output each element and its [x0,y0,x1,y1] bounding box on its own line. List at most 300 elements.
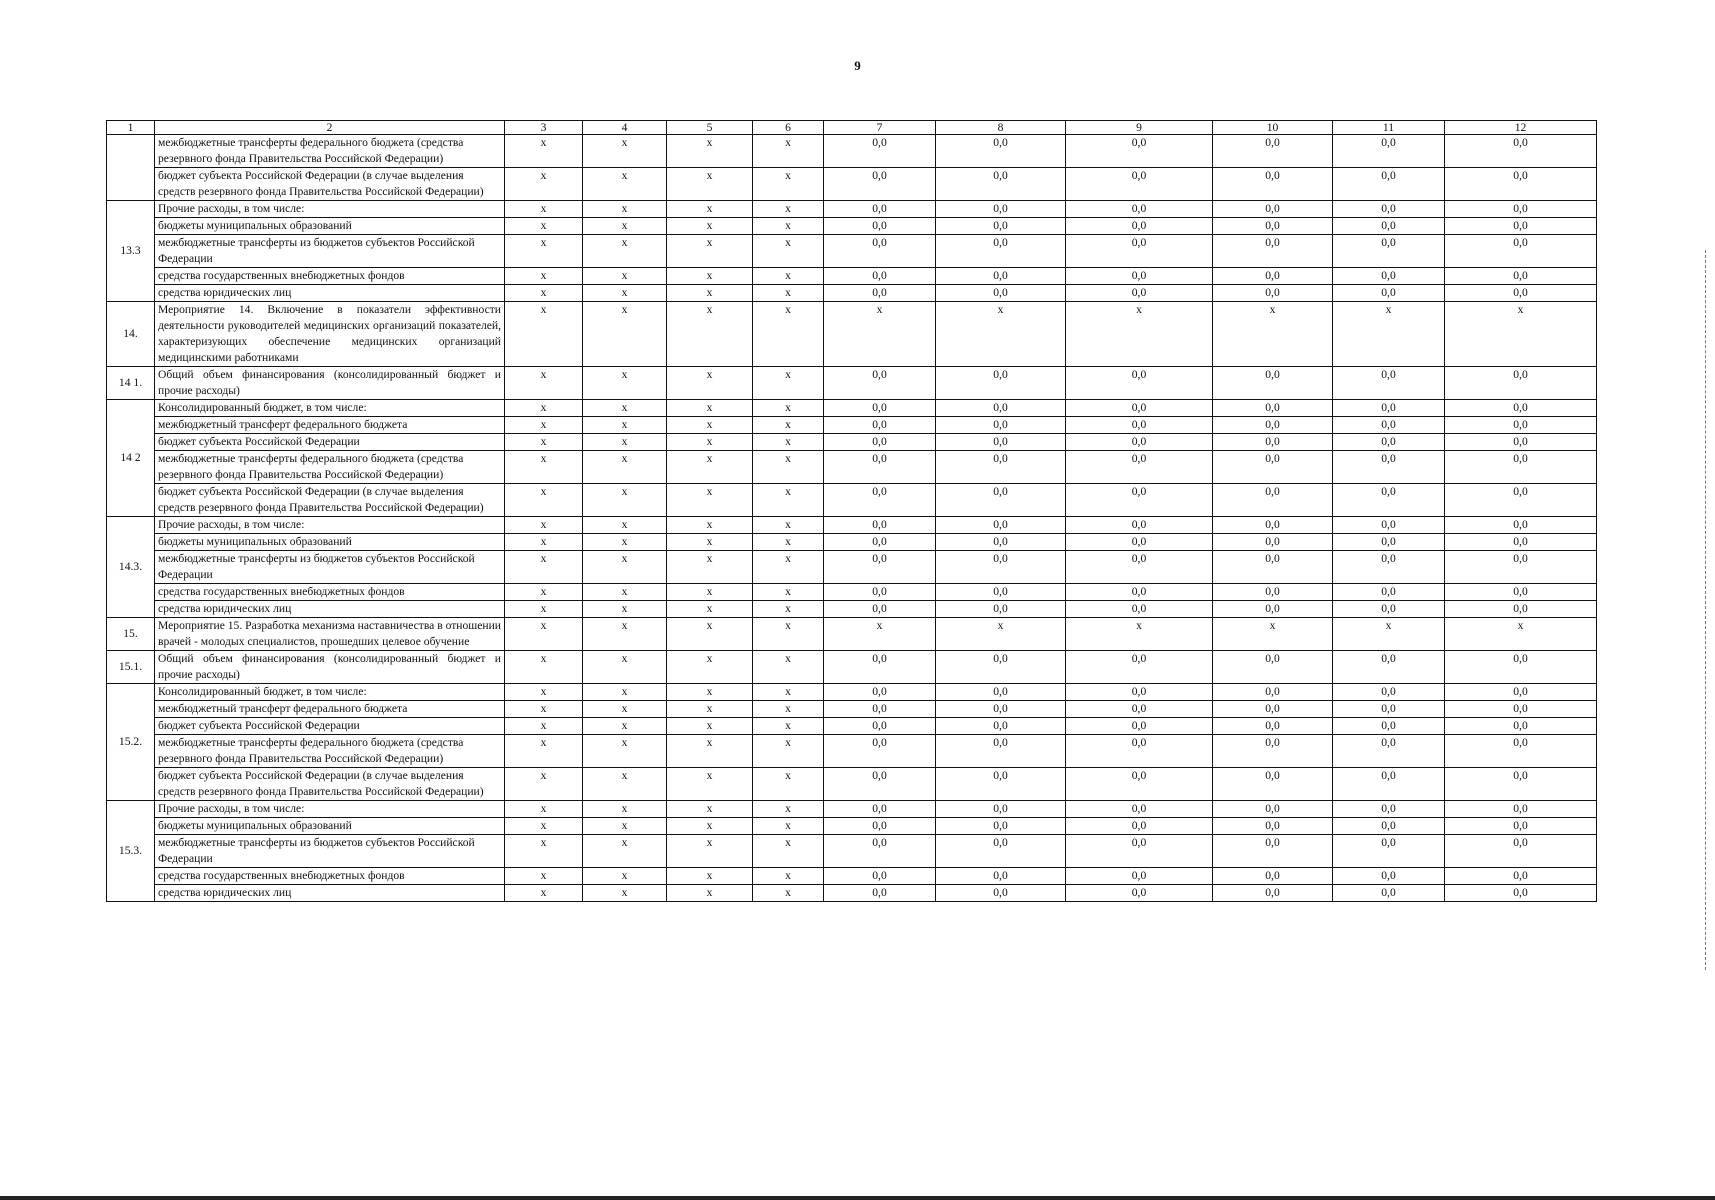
row-number: 14 2 [107,400,155,517]
value-cell: 0,0 [1333,601,1445,618]
value-cell: x [505,367,583,400]
value-cell: x [505,885,583,902]
value-cell: 0,0 [1066,735,1213,768]
value-cell: 0,0 [936,268,1066,285]
value-cell: 0,0 [1213,235,1333,268]
value-cell: 0,0 [1445,801,1597,818]
value-cell: x [667,651,753,684]
value-cell: 0,0 [936,684,1066,701]
value-cell: x [505,534,583,551]
value-cell: 0,0 [936,400,1066,417]
scan-bottom-edge [0,1196,1715,1200]
value-cell: 0,0 [1445,168,1597,201]
value-cell: x [753,400,824,417]
value-cell: 0,0 [824,885,936,902]
value-cell: 0,0 [1213,768,1333,801]
value-cell: x [667,135,753,168]
value-cell: x [505,285,583,302]
value-cell: 0,0 [1066,201,1213,218]
value-cell: x [753,885,824,902]
value-cell: 0,0 [1445,735,1597,768]
row-description: Прочие расходы, в том числе: [155,801,505,818]
value-cell: x [753,517,824,534]
value-cell: 0,0 [1445,768,1597,801]
value-cell: 0,0 [1445,268,1597,285]
value-cell: x [1213,302,1333,367]
value-cell: 0,0 [1445,818,1597,835]
value-cell: 0,0 [1213,651,1333,684]
value-cell: 0,0 [1213,684,1333,701]
header-cell: 11 [1333,121,1445,135]
value-cell: x [505,868,583,885]
value-cell: 0,0 [1066,400,1213,417]
value-cell: 0,0 [936,517,1066,534]
value-cell: 0,0 [936,285,1066,302]
value-cell: 0,0 [1333,651,1445,684]
row-number: 15. [107,618,155,651]
value-cell: 0,0 [1066,285,1213,302]
row-description: Общий объем финансирования (консолидированный бюджет и прочие расходы) [155,367,505,400]
value-cell: 0,0 [1333,434,1445,451]
value-cell: x [753,417,824,434]
value-cell: 0,0 [1445,684,1597,701]
table-row [107,434,1597,451]
value-cell: x [667,801,753,818]
value-cell: x [583,684,667,701]
value-cell: x [505,517,583,534]
header-cell: 10 [1213,121,1333,135]
value-cell: x [583,718,667,735]
table-row [107,768,1597,801]
value-cell: 0,0 [1066,835,1213,868]
value-cell: 0,0 [936,818,1066,835]
value-cell: 0,0 [1333,835,1445,868]
table-row [107,584,1597,601]
table-row [107,601,1597,618]
value-cell: x [505,818,583,835]
value-cell: x [505,835,583,868]
table-row [107,302,1597,367]
row-number: 14 1. [107,367,155,400]
value-cell: 0,0 [936,735,1066,768]
value-cell: x [667,818,753,835]
value-cell: x [583,168,667,201]
value-cell: 0,0 [1066,367,1213,400]
value-cell: 0,0 [1213,268,1333,285]
value-cell: 0,0 [1445,235,1597,268]
value-cell: 0,0 [936,168,1066,201]
value-cell: 0,0 [936,801,1066,818]
value-cell: x [667,701,753,718]
value-cell: 0,0 [1445,417,1597,434]
row-description: бюджет субъекта Российской Федерации (в случае выделения средств резервного фонда Правительства Российской Федерации) [155,168,505,201]
table-row [107,718,1597,735]
value-cell: 0,0 [1066,868,1213,885]
value-cell: x [667,451,753,484]
row-description: межбюджетные трансферты федерального бюджета (средства резервного фонда Правительства Российской Федерации) [155,735,505,768]
row-description: межбюджетные трансферты федерального бюджета (средства резервного фонда Правительства Российской Федерации) [155,451,505,484]
value-cell: 0,0 [1333,367,1445,400]
value-cell: x [667,718,753,735]
value-cell: 0,0 [936,601,1066,618]
value-cell: x [505,701,583,718]
budget-table [106,120,1597,902]
value-cell: 0,0 [1066,168,1213,201]
row-description: бюджет субъекта Российской Федерации [155,434,505,451]
table-body [107,121,1597,902]
value-cell: 0,0 [1213,818,1333,835]
value-cell: 0,0 [936,451,1066,484]
value-cell: 0,0 [824,434,936,451]
value-cell: 0,0 [936,651,1066,684]
value-cell: 0,0 [1066,651,1213,684]
value-cell: 0,0 [824,818,936,835]
value-cell: x [753,551,824,584]
value-cell: x [583,434,667,451]
value-cell: x [667,235,753,268]
table-row [107,235,1597,268]
value-cell: 0,0 [1445,584,1597,601]
header-cell: 2 [155,121,505,135]
value-cell: x [583,218,667,235]
table-row [107,218,1597,235]
value-cell: x [753,367,824,400]
value-cell: 0,0 [1213,885,1333,902]
value-cell: 0,0 [1333,517,1445,534]
value-cell: x [583,484,667,517]
value-cell: x [505,551,583,584]
value-cell: 0,0 [936,367,1066,400]
value-cell: x [753,235,824,268]
value-cell: x [667,534,753,551]
row-description: Прочие расходы, в том числе: [155,201,505,218]
value-cell: x [667,218,753,235]
value-cell: x [667,517,753,534]
value-cell: 0,0 [936,417,1066,434]
row-description: бюджет субъекта Российской Федерации (в случае выделения средств резервного фонда Правительства Российской Федерации) [155,768,505,801]
value-cell: x [824,618,936,651]
row-description: Консолидированный бюджет, в том числе: [155,400,505,417]
value-cell: 0,0 [1066,684,1213,701]
value-cell: 0,0 [1333,135,1445,168]
header-cell: 12 [1445,121,1597,135]
page-number: 9 [854,58,861,73]
value-cell: 0,0 [1213,584,1333,601]
row-number [107,135,155,201]
table-row [107,400,1597,417]
table-row [107,885,1597,902]
table-row [107,868,1597,885]
value-cell: x [505,735,583,768]
value-cell: x [667,601,753,618]
value-cell: x [1333,618,1445,651]
value-cell: 0,0 [1213,534,1333,551]
row-number: 15.2. [107,684,155,801]
value-cell: 0,0 [1445,218,1597,235]
value-cell: 0,0 [824,135,936,168]
value-cell: x [753,818,824,835]
value-cell: x [583,868,667,885]
value-cell: x [667,367,753,400]
row-description: бюджеты муниципальных образований [155,818,505,835]
value-cell: x [583,417,667,434]
value-cell: x [583,835,667,868]
value-cell: 0,0 [1066,885,1213,902]
value-cell: x [753,302,824,367]
value-cell: x [824,302,936,367]
value-cell: 0,0 [824,484,936,517]
value-cell: x [667,201,753,218]
value-cell: 0,0 [824,735,936,768]
value-cell: x [1445,618,1597,651]
value-cell: 0,0 [1333,768,1445,801]
value-cell: 0,0 [936,551,1066,584]
value-cell: x [667,618,753,651]
value-cell: 0,0 [1333,701,1445,718]
value-cell: 0,0 [824,235,936,268]
value-cell: 0,0 [824,601,936,618]
table-row [107,285,1597,302]
row-description: межбюджетные трансферты из бюджетов субъектов Российской Федерации [155,835,505,868]
value-cell: x [753,584,824,601]
value-cell: x [936,618,1066,651]
value-cell: 0,0 [1445,484,1597,517]
header-cell: 9 [1066,121,1213,135]
value-cell: x [1066,302,1213,367]
value-cell: 0,0 [1066,268,1213,285]
value-cell: x [753,268,824,285]
value-cell: x [583,285,667,302]
value-cell: 0,0 [936,235,1066,268]
value-cell: 0,0 [1333,885,1445,902]
value-cell: 0,0 [1445,885,1597,902]
value-cell: 0,0 [1066,818,1213,835]
value-cell: x [1066,618,1213,651]
row-description: Прочие расходы, в том числе: [155,517,505,534]
header-cell: 1 [107,121,155,135]
value-cell: 0,0 [1066,718,1213,735]
value-cell: x [667,735,753,768]
value-cell: 0,0 [936,835,1066,868]
value-cell: x [753,718,824,735]
value-cell: 0,0 [1445,517,1597,534]
header-cell: 7 [824,121,936,135]
value-cell: x [1445,302,1597,367]
value-cell: x [583,768,667,801]
value-cell: 0,0 [1333,684,1445,701]
value-cell: 0,0 [1333,285,1445,302]
table-row [107,484,1597,517]
value-cell: 0,0 [824,768,936,801]
value-cell: x [583,367,667,400]
value-cell: x [753,534,824,551]
row-number: 14. [107,302,155,367]
value-cell: 0,0 [1333,584,1445,601]
value-cell: 0,0 [1213,551,1333,584]
table-row [107,818,1597,835]
row-description: Мероприятие 14. Включение в показатели эффективности деятельности руководителей медицинских организаций показателей, характеризующих обеспечение медицинских организаций медицинскими работниками [155,302,505,367]
value-cell: x [505,718,583,735]
value-cell: x [753,451,824,484]
value-cell: 0,0 [936,201,1066,218]
value-cell: x [583,818,667,835]
value-cell: x [667,302,753,367]
value-cell: 0,0 [936,701,1066,718]
value-cell: 0,0 [1333,218,1445,235]
value-cell: 0,0 [1445,868,1597,885]
value-cell: x [753,701,824,718]
value-cell: 0,0 [824,718,936,735]
value-cell: x [583,551,667,584]
row-description: средства государственных внебюджетных фондов [155,268,505,285]
value-cell: 0,0 [824,218,936,235]
value-cell: x [753,801,824,818]
value-cell: 0,0 [824,551,936,584]
value-cell: 0,0 [1445,285,1597,302]
value-cell: 0,0 [1445,451,1597,484]
value-cell: x [667,168,753,201]
value-cell: 0,0 [1445,835,1597,868]
value-cell: x [583,534,667,551]
header-row [107,121,1597,135]
value-cell: 0,0 [824,400,936,417]
value-cell: 0,0 [1445,367,1597,400]
value-cell: 0,0 [824,584,936,601]
value-cell: 0,0 [1333,235,1445,268]
value-cell: 0,0 [1333,201,1445,218]
value-cell: 0,0 [824,367,936,400]
value-cell: 0,0 [1213,135,1333,168]
header-cell: 5 [667,121,753,135]
value-cell: 0,0 [1213,601,1333,618]
value-cell: x [505,400,583,417]
value-cell: 0,0 [1445,701,1597,718]
value-cell: 0,0 [1066,218,1213,235]
row-number: 13.3 [107,201,155,302]
table-row [107,618,1597,651]
value-cell: x [505,801,583,818]
value-cell: x [753,651,824,684]
value-cell: x [505,451,583,484]
value-cell: 0,0 [824,651,936,684]
value-cell: x [753,168,824,201]
value-cell: x [667,551,753,584]
value-cell: 0,0 [1445,718,1597,735]
scan-edge-marks [1705,250,1709,970]
value-cell: x [505,768,583,801]
value-cell: x [583,400,667,417]
value-cell: x [1333,302,1445,367]
value-cell: x [583,268,667,285]
value-cell: x [505,651,583,684]
value-cell: 0,0 [1445,201,1597,218]
value-cell: x [505,484,583,517]
table-row [107,534,1597,551]
value-cell: x [667,434,753,451]
value-cell: 0,0 [1213,168,1333,201]
value-cell: x [505,168,583,201]
value-cell: x [1213,618,1333,651]
value-cell: 0,0 [1333,718,1445,735]
table-row [107,835,1597,868]
row-description: бюджеты муниципальных образований [155,534,505,551]
value-cell: x [667,268,753,285]
row-number: 14.3. [107,517,155,618]
value-cell: 0,0 [1445,534,1597,551]
row-description: межбюджетные трансферты из бюджетов субъектов Российской Федерации [155,235,505,268]
value-cell: x [583,135,667,168]
value-cell: x [753,484,824,517]
value-cell: x [505,268,583,285]
value-cell: x [505,618,583,651]
value-cell: 0,0 [824,451,936,484]
row-description: средства государственных внебюджетных фондов [155,868,505,885]
row-description: средства юридических лиц [155,601,505,618]
value-cell: 0,0 [1066,701,1213,718]
value-cell: 0,0 [1445,651,1597,684]
table-row [107,735,1597,768]
value-cell: x [583,584,667,601]
value-cell: 0,0 [936,135,1066,168]
value-cell: x [505,684,583,701]
value-cell: 0,0 [1213,218,1333,235]
table-row [107,135,1597,168]
value-cell: 0,0 [1213,801,1333,818]
value-cell: x [753,684,824,701]
value-cell: 0,0 [1333,868,1445,885]
value-cell: 0,0 [936,218,1066,235]
value-cell: x [753,285,824,302]
value-cell: x [505,434,583,451]
row-description: средства юридических лиц [155,885,505,902]
value-cell: 0,0 [1445,601,1597,618]
row-description: средства юридических лиц [155,285,505,302]
row-description: Консолидированный бюджет, в том числе: [155,684,505,701]
header-cell: 6 [753,121,824,135]
value-cell: x [753,218,824,235]
value-cell: x [583,201,667,218]
value-cell: 0,0 [1213,701,1333,718]
row-description: межбюджетный трансферт федерального бюджета [155,701,505,718]
value-cell: x [667,417,753,434]
value-cell: x [753,201,824,218]
value-cell: 0,0 [1333,417,1445,434]
value-cell: 0,0 [1213,367,1333,400]
value-cell: 0,0 [1066,417,1213,434]
row-number: 15.1. [107,651,155,684]
value-cell: x [583,618,667,651]
value-cell: 0,0 [1066,801,1213,818]
value-cell: 0,0 [1213,451,1333,484]
value-cell: x [505,201,583,218]
value-cell: x [583,451,667,484]
value-cell: x [753,618,824,651]
value-cell: x [753,434,824,451]
value-cell: 0,0 [1213,434,1333,451]
value-cell: x [667,285,753,302]
value-cell: 0,0 [824,517,936,534]
value-cell: x [583,735,667,768]
value-cell: x [505,302,583,367]
row-description: межбюджетный трансферт федерального бюджета [155,417,505,434]
value-cell: 0,0 [936,718,1066,735]
value-cell: 0,0 [936,434,1066,451]
value-cell: 0,0 [1066,768,1213,801]
row-description: бюджет субъекта Российской Федерации (в случае выделения средств резервного фонда Правительства Российской Федерации) [155,484,505,517]
value-cell: 0,0 [824,801,936,818]
value-cell: 0,0 [1333,801,1445,818]
value-cell: x [753,835,824,868]
